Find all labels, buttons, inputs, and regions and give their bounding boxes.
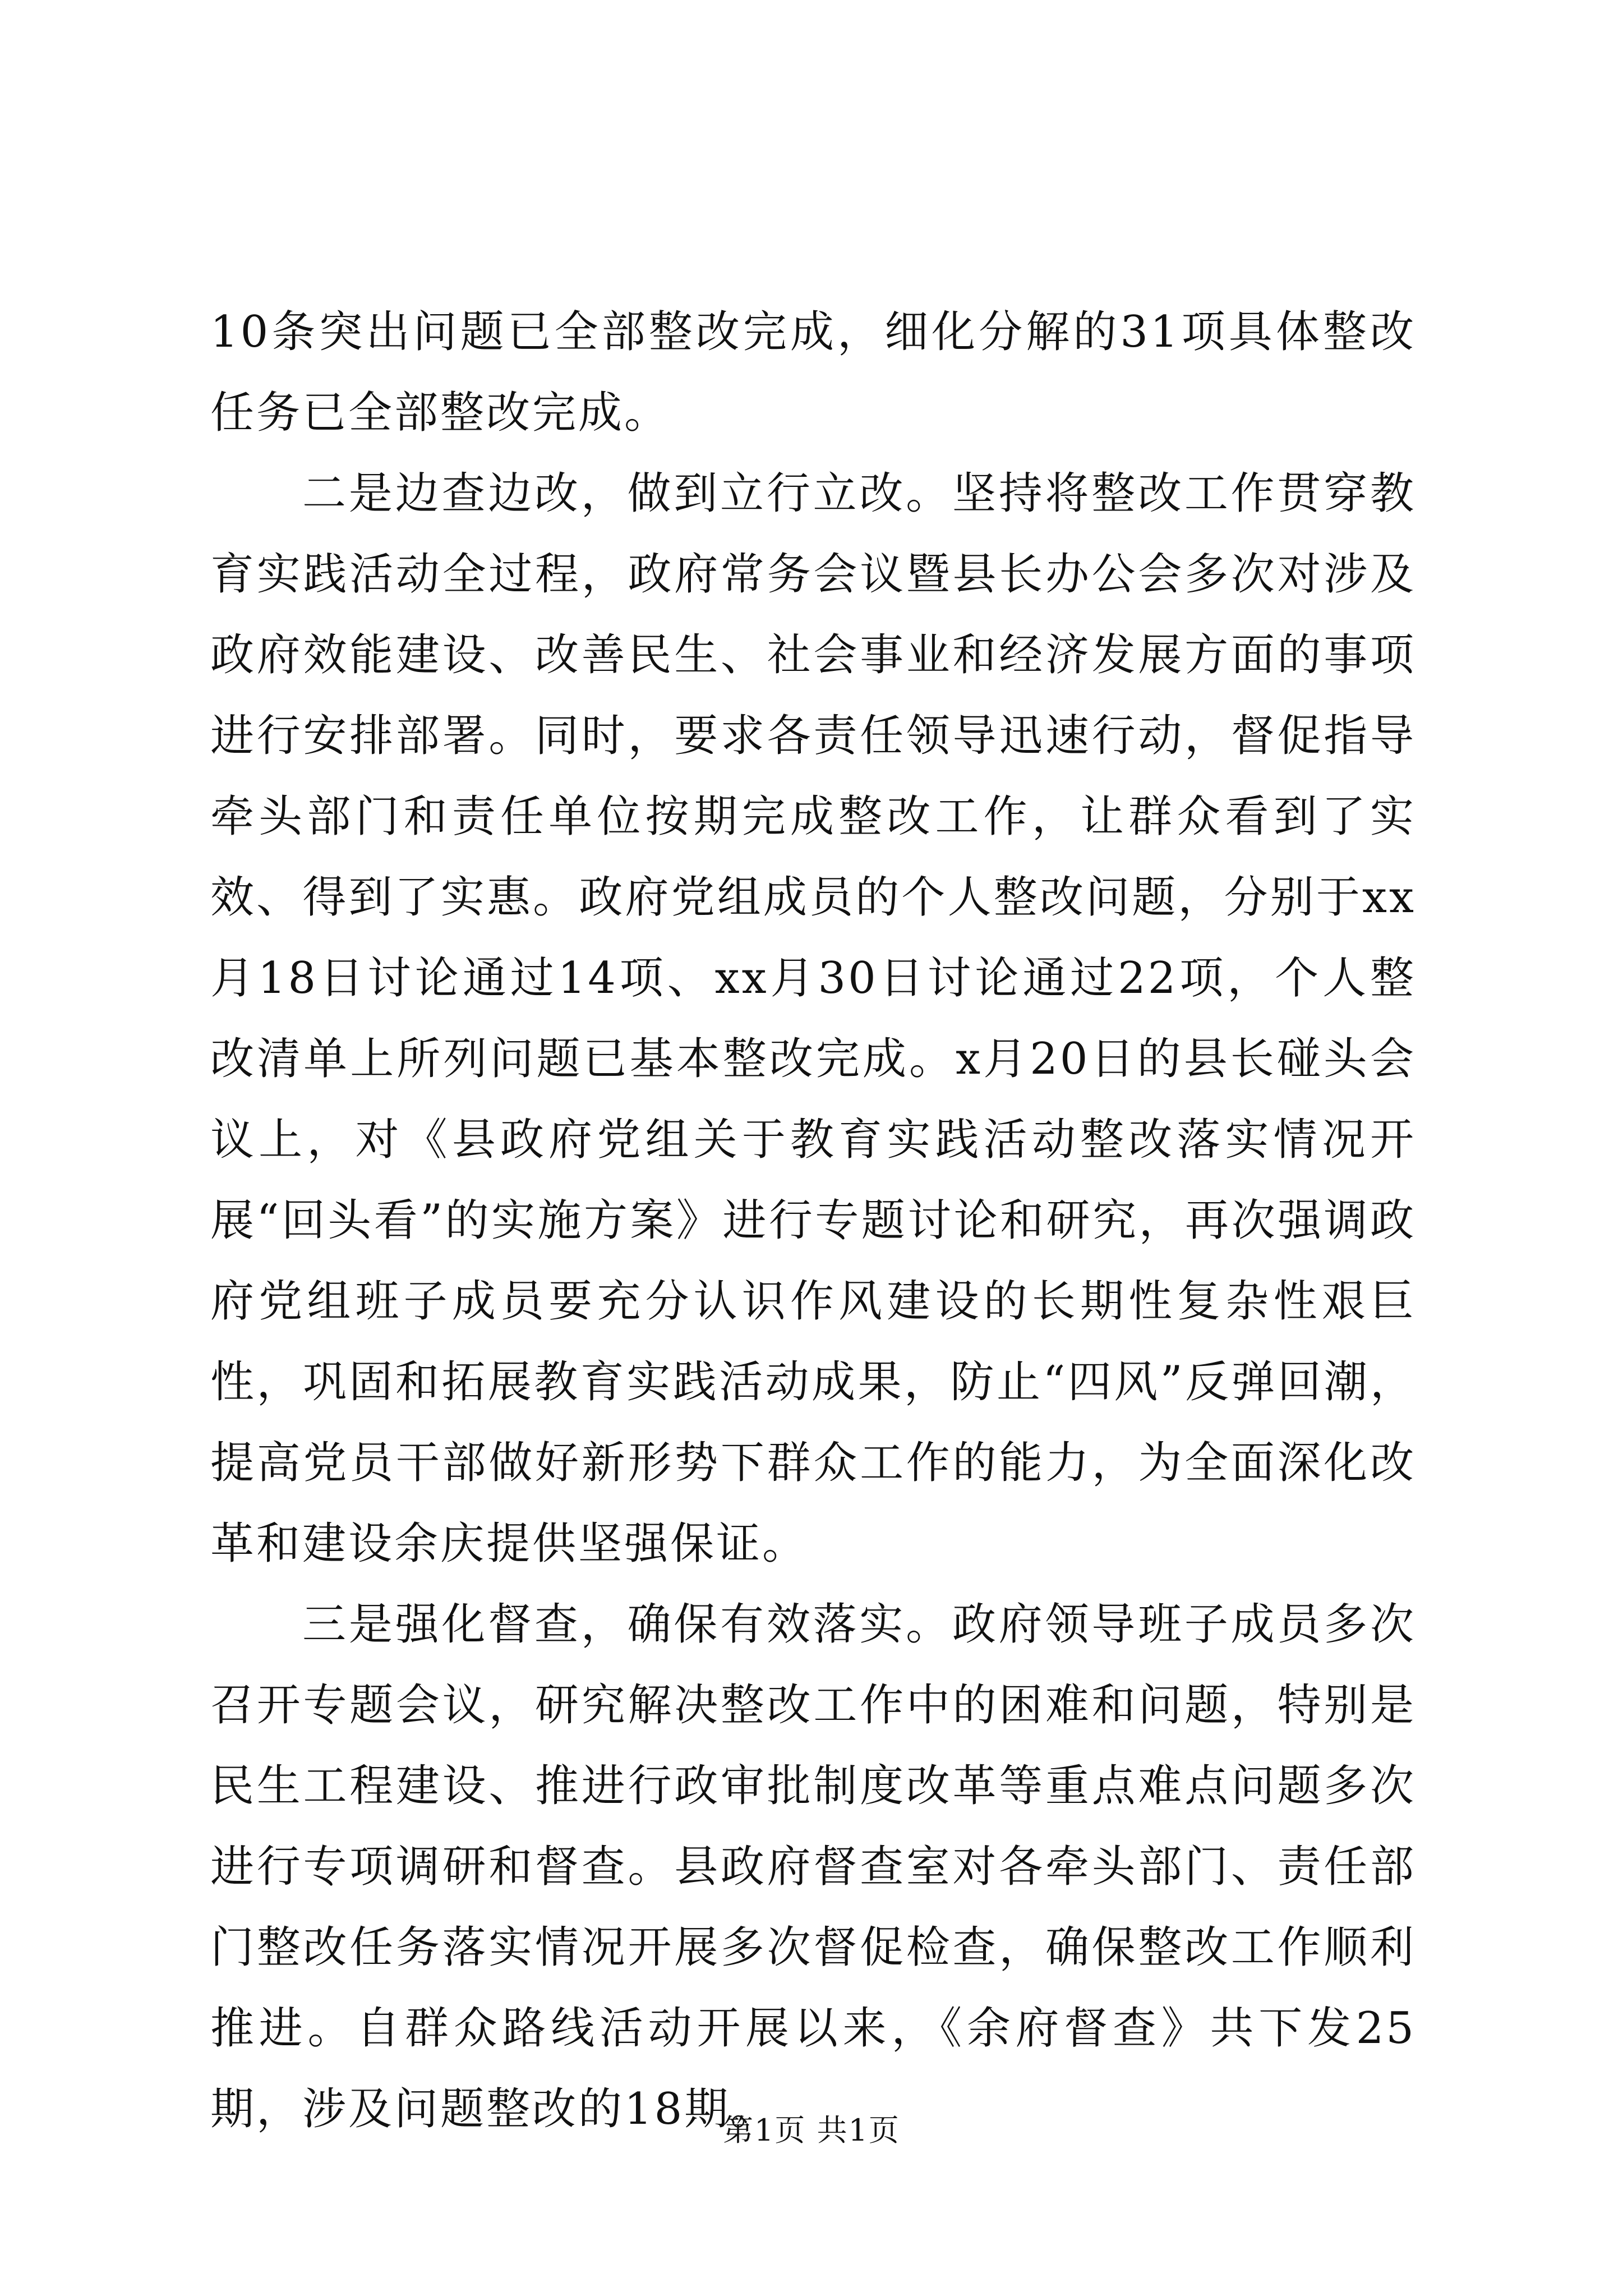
paragraph-point-two: 二是边查边改，做到立行立改。坚持将整改工作贯穿教育实践活动全过程，政府常务会议暨县长办公会多次对涉及政府效能建设、改善民生、社会事业和经济发展方面的事项进行安排部署。同时，要求各责任领导迅速行动，督促指导牵头部门和责任单位按期完成整改工作，让群众看到了实效、得到了实惠。政府党组成员的个人整改问题，分别于xx月18日讨论通过14项、xx月30日讨论通过22项，个人整改清单上所列问题已基本整改完成。x月20日的县长碰头会议上，对《县政府党组关于教育实践活动整改落实情况开展“回头看”的实施方案》进行专题讨论和研究，再次强调政府党组班子成员要充分认识作风建设的长期性复杂性艰巨性，巩固和拓展教育实践活动成果，防止“四风”反弹回潮，提高党员干部做好新形势下群众工作的能力，为全面深化改革和建设余庆提供坚强保证。 [210,468,1416,1569]
paragraph-point-three: 三是强化督查，确保有效落实。政府领导班子成员多次召开专题会议，研究解决整改工作中的困难和问题，特别是民生工程建设、推进行政审批制度改革等重点难点问题多次进行专项调研和督查。县政府督查室对各牵头部门、责任部门整改任务落实情况开展多次督促检查，确保整改工作顺利推进。自群众路线活动开展以来，《余府督查》共下发25期，涉及问题整改的18期。 [210,1599,1416,2134]
page-footer: 第1页 共1页 [723,2113,900,2148]
document-body [210,292,1416,2150]
paragraph-continuation: 10条突出问题已全部整改完成，细化分解的31项具体整改任务已全部整改完成。 [210,307,1416,438]
